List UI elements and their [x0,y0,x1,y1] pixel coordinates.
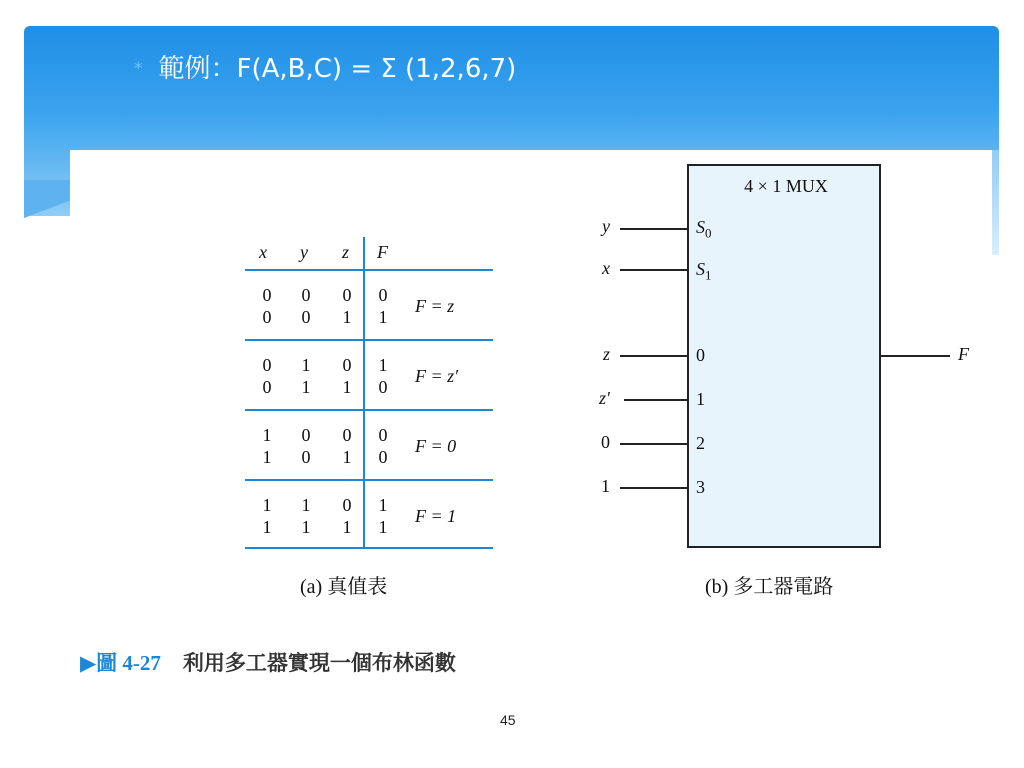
table-rule [245,269,493,271]
pin-s1-text: $S_1$ [696,259,712,283]
table-cell: 1 [262,447,272,467]
table-cell: 0 [301,447,311,467]
select-input-x: x [602,258,610,278]
data-pin-0: 0 [696,345,705,365]
pin-s0-text: $S_0$ [696,217,712,241]
table-cell: 0 [262,285,272,305]
figure-caption-text: 利用多工器實現一個布林函數 [182,651,456,675]
select-wire [620,228,687,230]
table-cell: 0 [378,447,388,467]
pin-s0 [696,217,712,242]
table-cell: 0 [378,285,388,305]
group-equation: F = z′ [415,366,459,386]
table-cell: 0 [342,425,352,445]
table-cell: 1 [378,355,388,375]
table-cell: 0 [301,285,311,305]
data-wire [620,443,687,445]
table-rule [245,479,493,481]
group-equation: F = z [415,296,455,316]
table-cell: 0 [262,377,272,397]
table-cell: 0 [262,307,272,327]
data-pin-3: 3 [696,477,705,497]
select-wire [620,269,687,271]
table-cell: 1 [342,447,352,467]
output-wire [881,355,950,357]
bullet-icon: * [134,59,143,79]
table-cell: 1 [378,517,388,537]
slide-title-text: 範例：F(A,B,C) = Σ (1,2,6,7) [158,54,517,84]
data-input-z: z [602,344,610,364]
table-cell: 1 [301,377,311,397]
table-cell: 0 [378,377,388,397]
data-wire [620,487,687,489]
table-divider [363,237,365,547]
table-cell: 1 [301,355,311,375]
table-cell: 1 [262,495,272,515]
table-cell: 1 [262,425,272,445]
truth-table-caption: (a) 真值表 [300,576,388,598]
table-cell: 0 [342,355,352,375]
data-input-0: 0 [601,432,610,452]
table-cell: 1 [262,517,272,537]
slide-title [134,48,516,85]
page-number: 45 [500,712,516,728]
table-cell: 1 [342,517,352,537]
header-z: z [342,242,350,262]
table-cell: 0 [378,425,388,445]
table-rule [245,339,493,341]
header-y: y [300,242,308,262]
mux-block [687,164,881,548]
select-input-y: y [602,216,610,236]
data-pin-1: 1 [696,389,705,409]
data-input-z-prime: z′ [599,388,610,408]
data-wire [620,355,687,357]
output-f: F [958,344,969,364]
figure-number: ▶圖 4-27 [80,651,161,675]
data-pin-2: 2 [696,433,705,453]
group-equation: F = 0 [415,436,457,456]
figure-caption [80,647,456,677]
mux-title: 4 × 1 MUX [744,176,828,196]
table-cell: 1 [342,307,352,327]
table-cell: 0 [342,495,352,515]
group-equation: F = 1 [415,506,457,526]
mux-caption: (b) 多工器電路 [705,576,834,598]
data-input-1: 1 [601,476,610,496]
table-cell: 1 [342,377,352,397]
table-cell: 0 [342,285,352,305]
banner-right-edge [992,150,999,255]
table-rule [245,547,493,549]
table-cell: 1 [378,307,388,327]
pin-s1 [696,259,712,284]
table-rule [245,409,493,411]
table-cell: 0 [301,307,311,327]
table-cell: 1 [301,495,311,515]
table-cell: 1 [301,517,311,537]
header-f: F [377,242,388,262]
data-wire [624,399,687,401]
table-cell: 0 [301,425,311,445]
header-x: x [259,242,267,262]
table-cell: 0 [262,355,272,375]
table-cell: 1 [378,495,388,515]
